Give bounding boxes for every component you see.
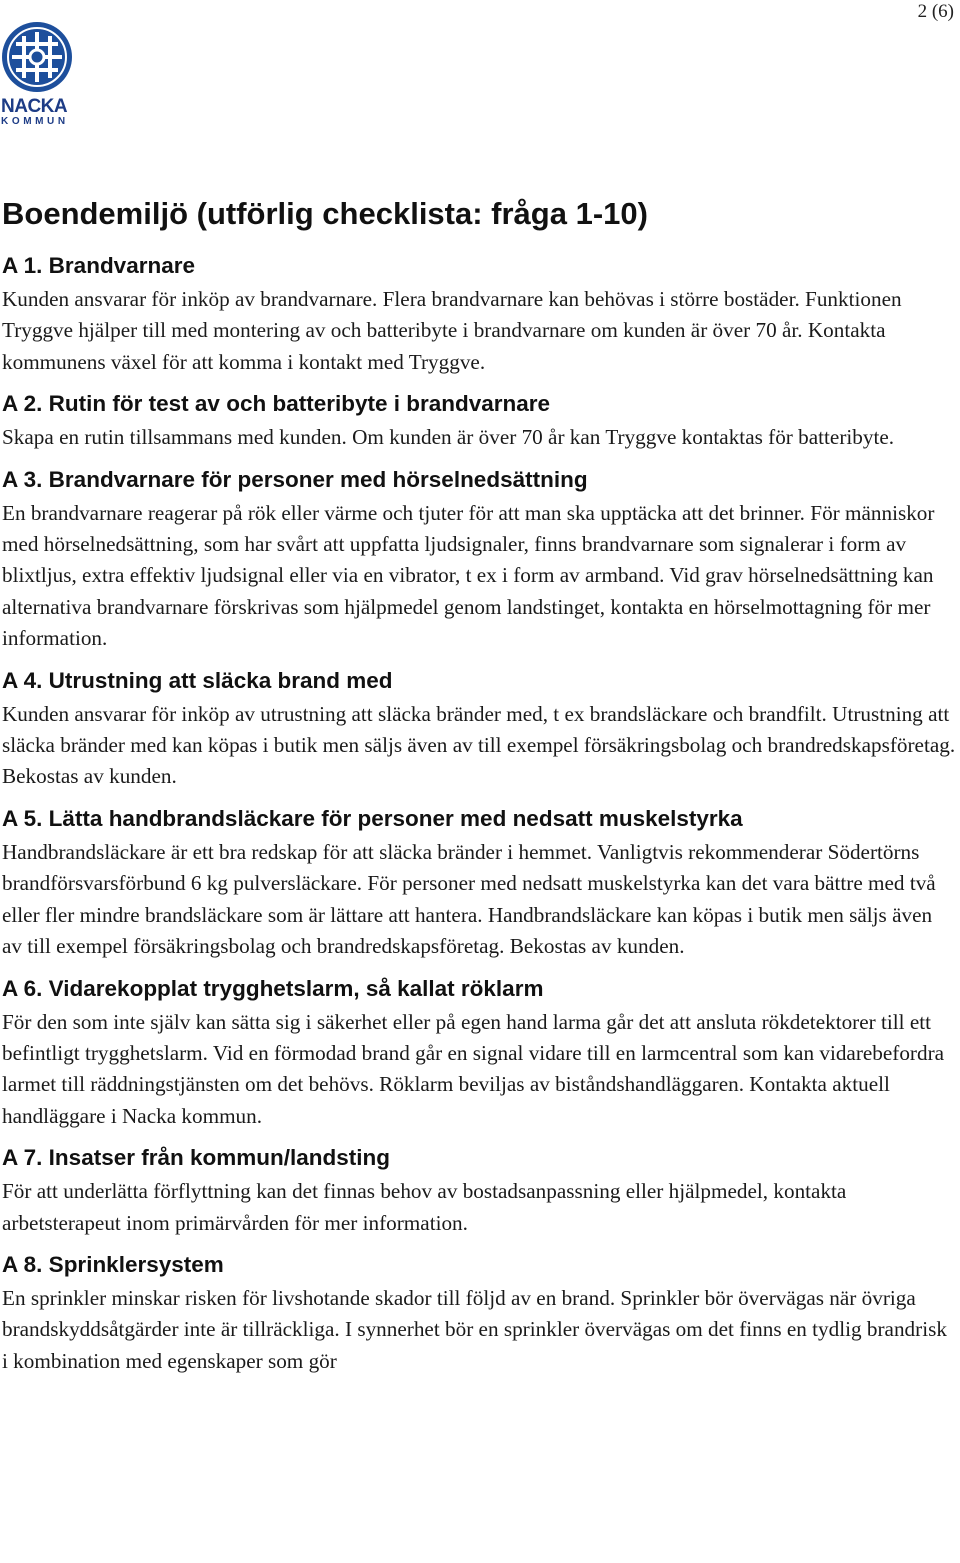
section-text: Kunden ansvarar för inköp av utrustning att släcka bränder med, t ex brandsläckare och brandfilt. Utrustning att släcka bränder med kan köpas i butik men säljs även av till exempel försäkringsbolag och brandredskapsföretag. Bekostas av kunden. [2,701,956,789]
section-heading: A 2. Rutin för test av och batteribyte i brandvarnare [2,391,551,417]
document-title: Boendemiljö (utförlig checklista: fråga 1-10) [2,196,648,231]
section-a7 [2,1143,957,1239]
section-a4 [2,666,957,793]
nacka-shield-icon [0,20,74,94]
section-text: En brandvarnare reagerar på rök eller värme och tjuter för att man ska upptäcka att det brinner. För människor med hörselnedsättning, som har svårt att uppfatta ljudsignaler, finns brandvarnare som signalerar i form av blixtljus, extra effektiv ljudsignal eller via en vibrator, t ex i form av armband. Vid grav hörselnedsättning kan alternativa brandvarnare förskrivas som hjälpmedel genom landstinget, kontakta en hörselmottagning för mer information. [2,500,935,651]
section-text: Handbrandsläckare är ett bra redskap för att släcka bränder i hemmet. Vanligtvis rekommenderar Södertörns brandförsvarsförbund 6 kg pulversläckare. För personer med nedsatt muskelstyrka kan det vara bättre med två eller fler mindre brandsläckare som är lättare att hantera. Handbrandsläckare kan köpas i butik men säljs även av till exempel försäkringsbolag och brandredskapsföretag. Bekostas av kunden. [2,839,936,959]
section-a2 [2,389,957,453]
section-heading: A 8. Sprinklersystem [2,1251,224,1277]
section-text: Skapa en rutin tillsammans med kunden. Om kunden är över 70 år kan Tryggve kontaktas för batteribyte. [2,425,895,450]
section-text: Kunden ansvarar för inköp av brandvarnare. Flera brandvarnare kan behövas i större bostäder. Funktionen Tryggve hjälper till med montering av och batteribyte i brandvarnare om kunden är över 70 år. Kontakta kommunens växel för att komma i kontakt med Tryggve. [2,287,902,374]
logo-name: NACKA [1,96,68,117]
section-heading: A 7. Insatser från kommun/landsting [2,1145,390,1171]
section-a6 [2,974,957,1133]
section-heading: A 5. Lätta handbrandsläckare för personer med nedsatt muskelstyrka [2,805,743,831]
logo-subtitle: KOMMUN [1,116,69,127]
section-a8 [2,1250,957,1377]
document-body [2,194,957,1388]
section-a3 [2,465,957,655]
section-text: En sprinkler minskar risken för livshotande skador till följd av en brand. Sprinkler bör övervägas när övriga brandskyddsåtgärder inte är tillräckliga. I synnerhet bör en sprinkler övervägas om det finns en tydlig brandrisk i kombination med egenskaper som gör [2,1285,947,1373]
page-number: 2 (6) [917,1,954,22]
section-a1 [2,251,957,378]
section-text: För den som inte själv kan sätta sig i säkerhet eller på egen hand larma går det att ansluta rökdetektorer till ett befintligt trygghetslarm. Vid en förmodad brand går en signal vidare till en larmcentral som kan vidarebefordra larmet till räddningstjänsten om det behövs. Röklarm beviljas av biståndshandläggaren. Kontakta aktuell handläggare i Nacka kommun. [2,1009,945,1128]
section-heading: A 6. Vidarekopplat trygghetslarm, så kallat röklarm [2,975,544,1001]
section-heading: A 4. Utrustning att släcka brand med [2,667,393,693]
section-heading: A 3. Brandvarnare för personer med hörselnedsättning [2,466,588,492]
nacka-logo [0,20,80,126]
section-text: För att underlätta förflyttning kan det finnas behov av bostadsanpassning eller hjälpmedel, kontakta arbetsterapeut inom primärvården för mer information. [2,1179,847,1235]
section-a5 [2,804,957,963]
section-heading: A 1. Brandvarnare [2,253,195,278]
